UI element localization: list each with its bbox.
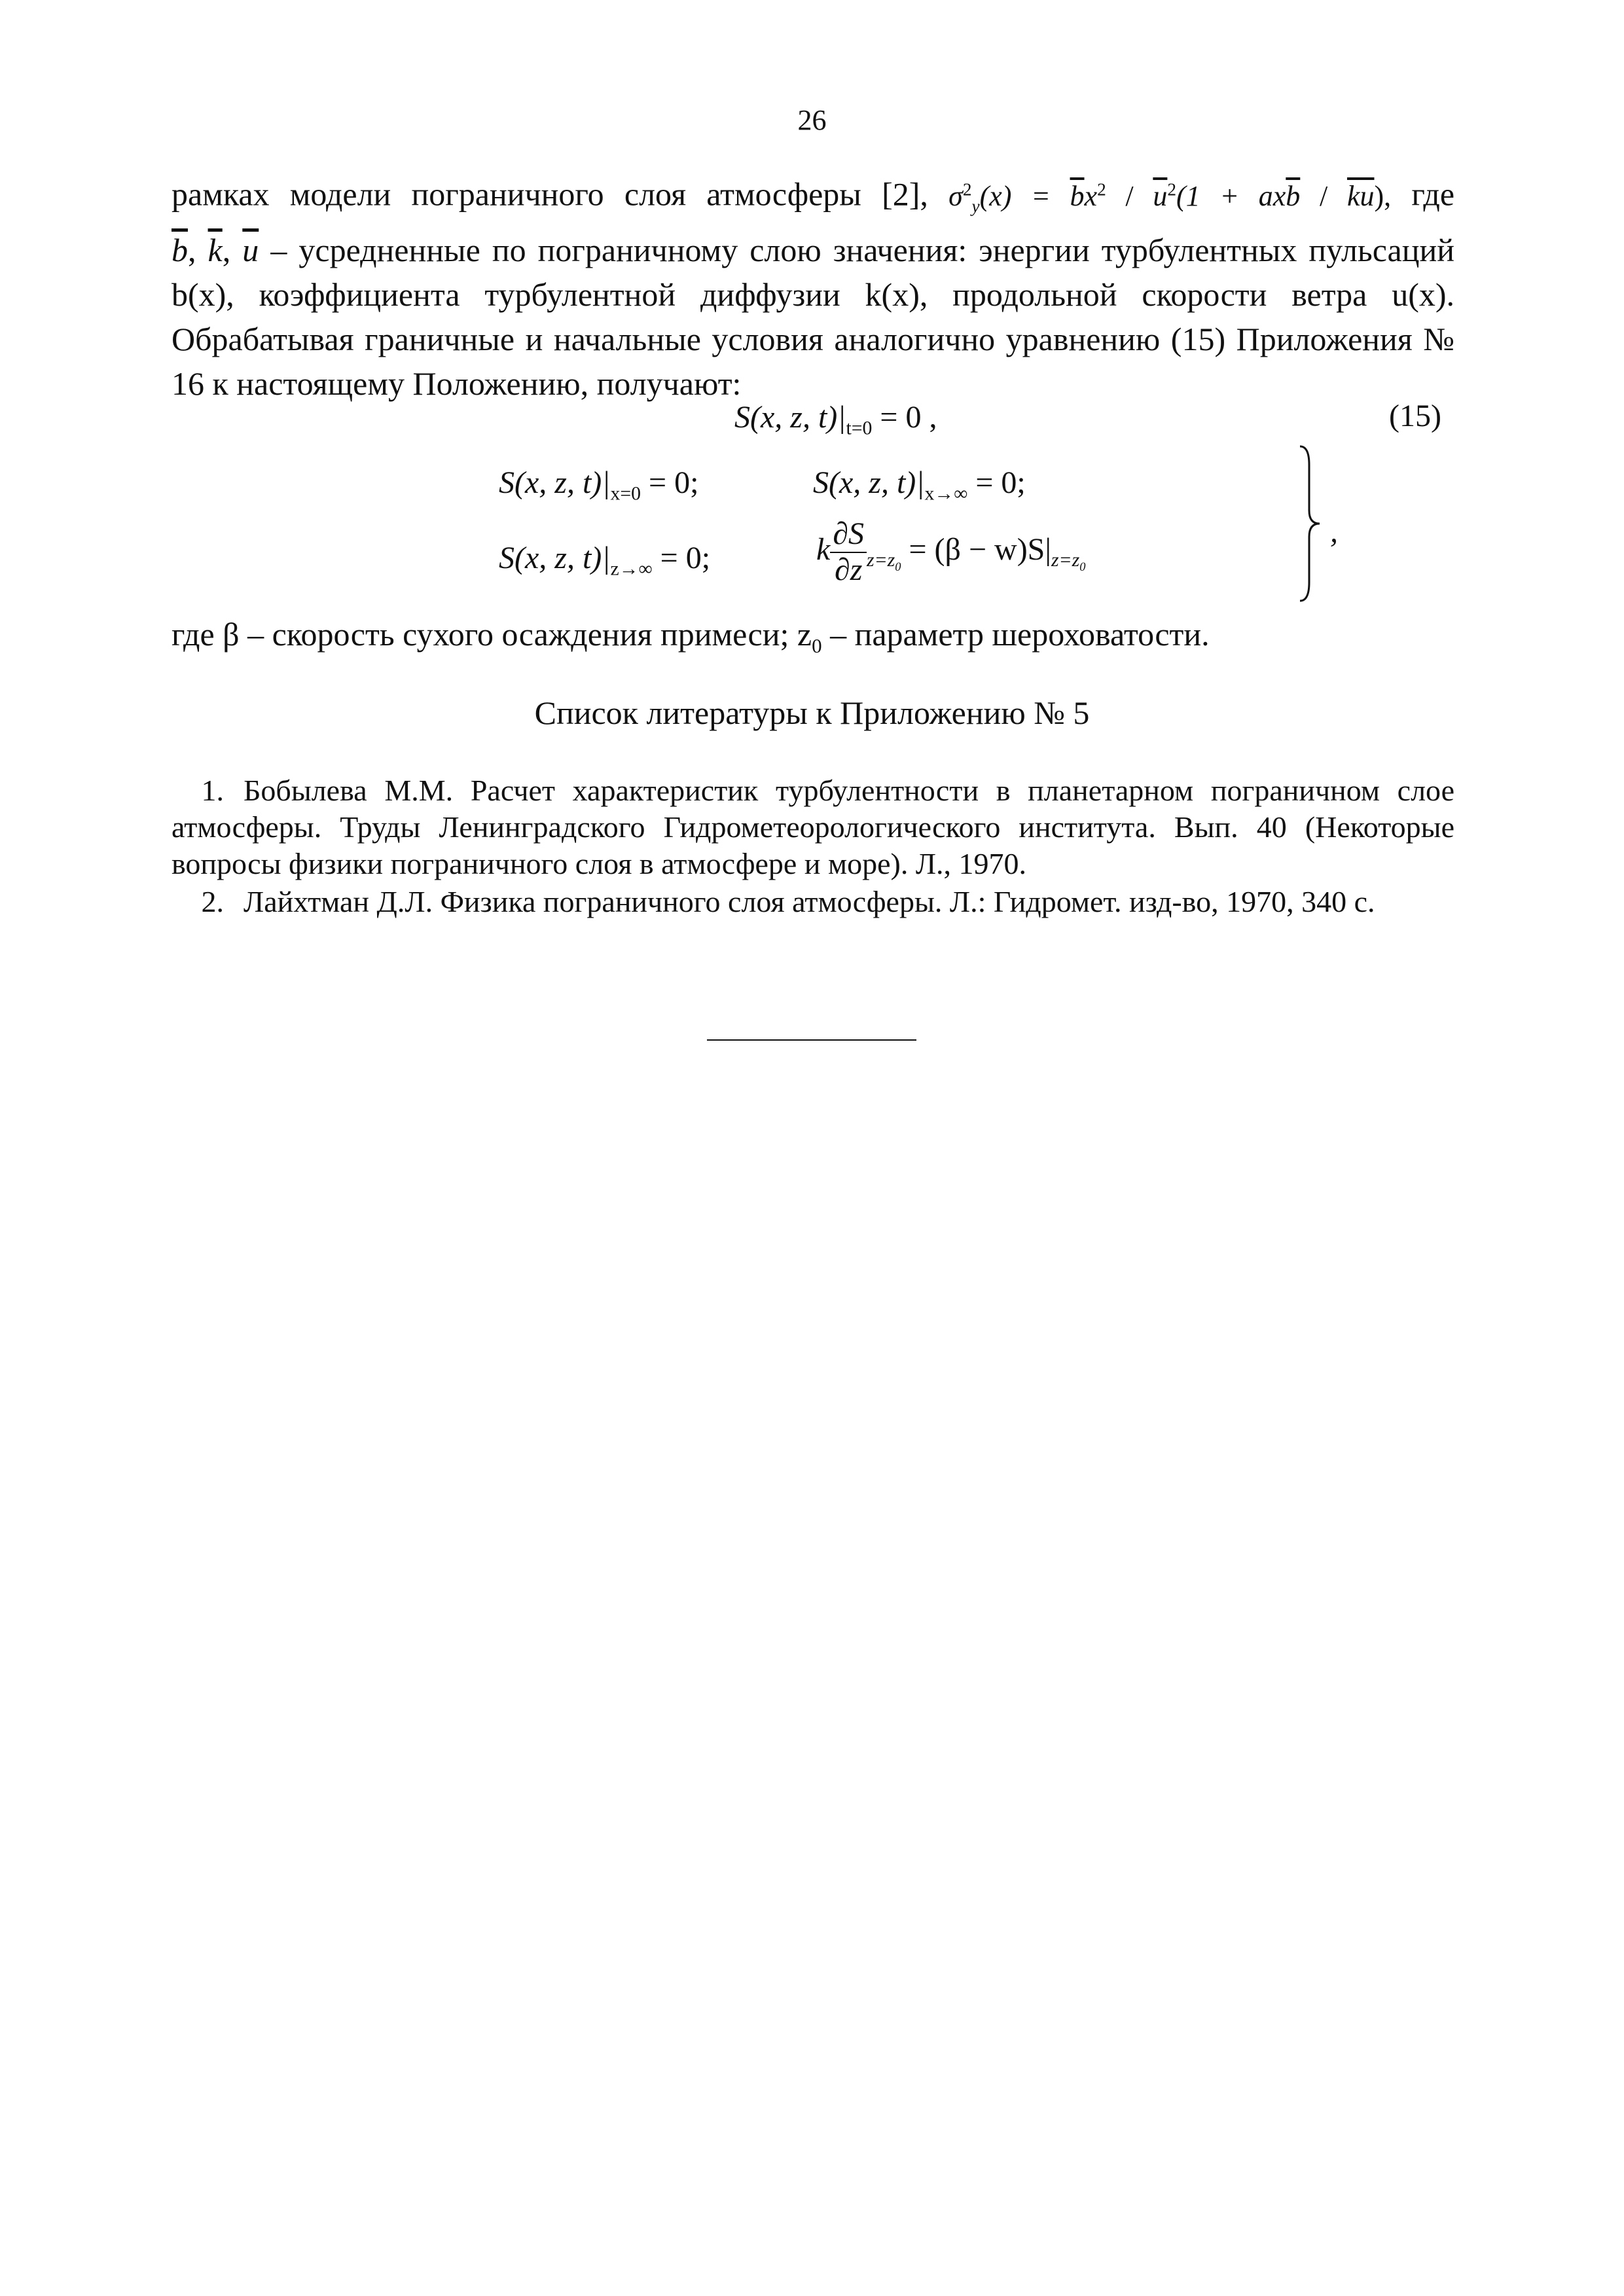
intro-body: $\overline{b}$, $\overline{k}$, $\overline{u}$ – усредненные по пограничному слою значения: энергии турбулентных пульсаций b(x), коэффициента турбулентной диффузии k(x), продольной скорости ветра u(x). Обрабатывая граничные и начальные условия аналогично уравнению (15) Приложения № 16 к настоящему Положению, получают: [171,232,1454,403]
boundary-flux: k $\frac{\partial S}{\partial z}$ $_{z=z_0} = (\beta - w)S|_{z=z_0}$ [816,516,1086,587]
intro-line-1: рамках модели пограничного слоя атмосферы [2], $\sigma^2_y(x) = \overline{b}x^2 / \overline{u}^2(1 + ax\overline{b} / \overline{k}\overline{u})$, где [171,175,1455,216]
boundary-x0: S(x, z, $t)|_{x=0} = 0$; [499,465,699,505]
boundary-z-inf: S(x, z, $t)|_{z\to\infty} = 0$; [499,541,711,580]
sigma-formula: $\sigma^2_y(x) = \overline{b}x^2 / \overline{u}^2(1 + ax\overline{b} / \overline{k}\overline{u})$, [948,179,1392,216]
references-heading: Список литературы к Приложению № 5 [534,694,1090,731]
equation-number: (15) [1389,399,1441,433]
trailing-comma: , [1330,514,1338,549]
intro-paragraph [171,167,1454,406]
boundary-x-inf: S(x, z, $t)|_{x\to\infty} = 0$; [813,465,1026,505]
page-number: 26 [797,104,827,136]
initial-condition: S(x, z, $t)|_{t=0} = 0$ , [734,400,937,439]
reference-item: 1. Бобылева М.М. Расчет характеристик турбулентности в планетарном пограничном слое атмосферы. Труды Ленинградского Гидрометеорологического института. Вып. 40 (Некоторые вопросы физики пограничного слоя в атмосфере и море). Л., 1970. [171,774,1454,880]
end-rule [707,1039,916,1041]
equation-block-15 [171,393,1454,609]
right-curly-brace [1297,445,1324,602]
note-line: где β – скорость сухого осаждения примеси; $z_0$ – параметр шероховатости. [171,616,1210,657]
reference-item: 2. Лайхтман Д.Л. Физика пограничного слоя атмосферы. Л.: Гидромет. изд-во, 1970, 340 с. [201,885,1375,918]
